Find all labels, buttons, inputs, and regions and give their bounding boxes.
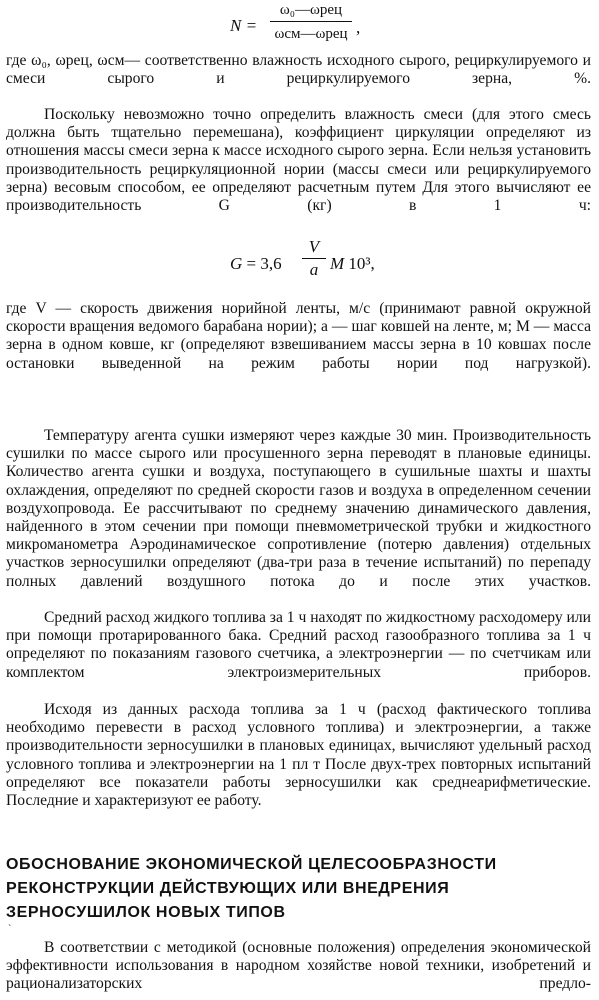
formula-fraction xyxy=(302,236,326,281)
formula-rest: M 10³, xyxy=(330,254,375,273)
section-heading: ОБОСНОВАНИЕ ЭКОНОМИЧЕСКОЙ ЦЕЛЕСООБРАЗНОСТИ РЕКОНСТРУКЦИИ ДЕЙСТВУЮЩИХ ИЛИ ВНЕДРЕНИЯ ЗЕРНОСУШИЛОК НОВЫХ ТИПОВ xyxy=(6,856,497,921)
formula-productivity xyxy=(230,236,430,290)
formula-denominator: ωсм—ωрец xyxy=(274,26,348,42)
formula-numerator: ω₀—ωрец xyxy=(279,2,343,18)
scan-mark: ` xyxy=(8,924,12,935)
formula-numerator: V xyxy=(308,237,320,256)
paragraph-specific-consumption: Исходя из данных расхода топлива за 1 ч (расход фактического топлива необходимо перевести в расход условного топлива) и электроэнергии, а также производительности зерносушилки в плановых единицах, вычисляют удельный расход условного топлива и электроэнергии на 1 пл т После двух-трех повторных испытаний определяют все показатели работы зерносушилки как среднеарифметические. Последние и характеризуют ее работу. xyxy=(6,701,591,810)
paragraph-circulation: Поскольку невозможно точно определить влажность смеси (для этого смесь должна быть тщательно перемешана), коэффициент циркуляции определяют из отношения массы смеси зерна к массе исходного сырого зерна. Если нельзя установить производительность рециркуляционной нории (массы смеси или рециркулируемого зерна) весовым способом, ее определяют расчетным путем Для этого вычисляют ее производительность G (кг) в 1 ч: xyxy=(6,106,591,215)
paragraph-temperature: Температуру агента сушки измеряют через каждые 30 мин. Производительность сушилки по массе сырого или просушенного зерна переводят в плановые единицы. Количество агента сушки и воздуха, поступающего в сушильные шахты и шахты охлаждения, определяют по средней скорости газов и воздуха в определенном сечении воздухопровода. Ее рассчитывают по среднему значению динамического давления, найденного в этом сечении при помощи пневмометрической трубки и жидкостного микроманометра Аэродинамическое сопротивление (потерю давления) отдельных участков зерносушилки определяют (два-три раза в течение испытаний) по перепаду полных давлений воздушного потока до и после этих участков. xyxy=(6,427,591,590)
formula-comma: , xyxy=(356,18,361,37)
formula-lhs: N = xyxy=(230,16,258,35)
formula-fraction xyxy=(270,2,352,43)
formula-circulation-coefficient xyxy=(230,2,380,54)
paragraph-fuel-consumption: Средний расход жидкого топлива за 1 ч находят по жидкостному расходомеру или при помощи протарированного бака. Средний расход газообразного топлива за 1 ч определяют по показаниям газового счетчика, а электроэнергии — по счетчикам или комплектом электроизмерительных приборов. xyxy=(6,609,592,681)
paragraph-variables: где V — скорость движения норийной ленты, м/с (принимают равной окружной скорости вращения ведомого барабана нории); a — шаг ковшей на ленте, м; M — масса зерна в одном ковше, кг (определяют взвешиванием массы зерна в 10 ковшах после остановки выведенной на режим работы нории под нагрузкой). xyxy=(6,300,591,372)
formula-denominator: a xyxy=(309,260,319,279)
paragraph-moisture-definitions: где ω₀, ωрец, ωсм— соответственно влажность исходного сырого, рециркулируемого и смеси сырого и рециркулируемого зерна, %. xyxy=(6,52,591,88)
formula-lhs: G = 3,6 xyxy=(230,254,282,273)
paragraph-methodology: В соответствии с методикой (основные положения) определения экономической эффективности использования в народном хозяйстве новой техники, изобретений и рационализаторских предло- xyxy=(6,939,591,993)
